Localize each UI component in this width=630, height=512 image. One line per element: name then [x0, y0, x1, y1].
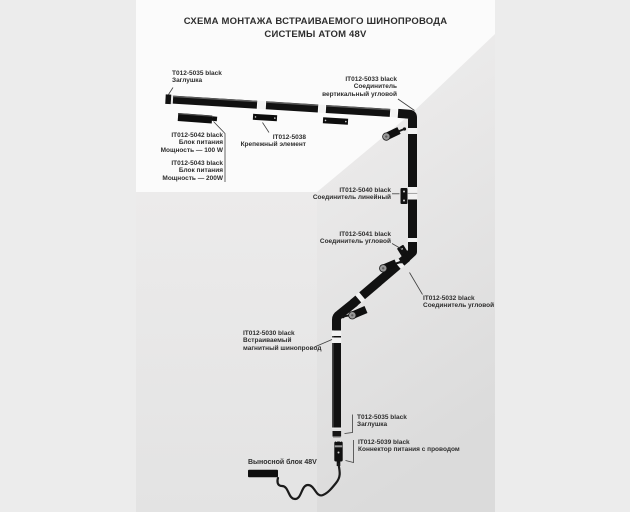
leader-vertical-corner [398, 99, 415, 111]
label-mounting-element: IT012-5038 Крепежный элемент [240, 134, 306, 149]
page-title [136, 15, 495, 41]
wall-track-lower [333, 322, 337, 429]
leader-endcap-top [169, 88, 174, 95]
label-corner-connector-mid: IT012-5041 black Соединитель угловой [319, 231, 391, 246]
diagram-photo [136, 0, 495, 512]
label-endcap-bottom: T012-5035 black Заглушка [357, 414, 407, 429]
track-segment [266, 105, 318, 108]
mounting-element [323, 120, 348, 123]
label-vertical-corner-connector: IT012-5033 black Соединитель вертикальный угловой [322, 76, 397, 98]
power-supply-unit [178, 114, 217, 120]
label-power-connector: IT012-5039 black Коннектор питания с проводом [358, 439, 460, 454]
title-line-2: СИСТЕМЫ ATOM 48V [264, 29, 367, 40]
leader-mount [263, 123, 270, 133]
label-psu-100w: IT012-5042 black Блок питания Мощность — 100 W [160, 132, 223, 154]
label-psu-200w: IT012-5043 black Блок питания Мощность — 200W [162, 160, 223, 182]
remote-driver-box [248, 470, 278, 477]
linear-connector-plate [401, 188, 408, 204]
label-endcap-top: T012-5035 black Заглушка [172, 70, 222, 85]
label-corner-connector-low: IT012-5032 black Соединитель угловой [423, 295, 495, 310]
label-remote-unit: Выносной блок 48V [248, 459, 317, 466]
label-linear-connector: IT012-5040 black Соединитель линейный [312, 187, 391, 202]
mounting-element [253, 116, 277, 119]
title-line-1: СХЕМА МОНТАЖА ВСТРАИВАЕМОГО ШИНОПРОВОДА [183, 16, 448, 27]
ceiling-track-run [166, 96, 398, 113]
label-recessed-track: IT012-5030 black Встраиваемый магнитный шинопровод [243, 330, 322, 352]
